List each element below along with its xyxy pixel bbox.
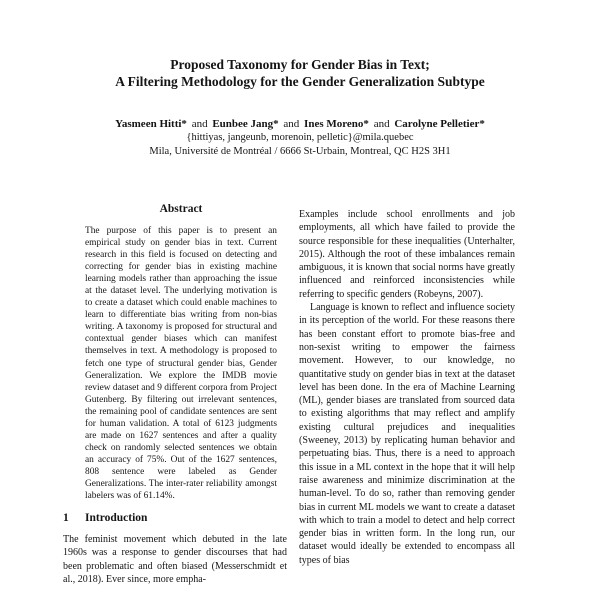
abstract-text: The purpose of this paper is to present an empirical study on gender bias in text. Current research in this field is focused on detecting and correcting for gender bias in existing machine learning models rather than approaching the issue at the dataset level. The underlying motivation is to create a dataset which could enable machines to learn to differentiate bias writing from non-bias writing. A taxonomy is proposed for structural and contextual gender biases which can manifest themselves in text. A methodology is proposed to fetch one type of structural gender bias, Gender Generalization. We explore the IMDB movie review dataset and 9 different corpora from Project Gutenberg. By filtering out irrelevant sentences, the remaining pool of candidate sentences are sent for human validation. A total of 6123 judgments are made on 1627 sentences and after a quality check on randomly selected sentences we obtain an accuracy of 75%. Out of the 1627 sentences, 808 sentence were labeled as Gender Generalizations. The inter-rater reliability amongst labelers was of 61.14%. — [85, 226, 277, 502]
section-number: 1 — [63, 512, 69, 525]
paper-title-line1: Proposed Taxonomy for Gender Bias in Text; — [170, 57, 430, 72]
affiliation-line: Mila, Université de Montréal / 6666 St-Urbain, Montreal, QC H2S 3H1 — [149, 145, 451, 157]
author-separator: and — [373, 118, 390, 130]
author-name: Eunbee Jang* — [212, 118, 279, 130]
section-title: Introduction — [85, 512, 148, 525]
author-separator: and — [191, 118, 208, 130]
author-line — [0, 117, 600, 131]
introduction-paragraph: Language is known to reflect and influence society in its perception of the world. For these reasons there has been constant effort to promote bias-free and non-sexist writing to empower the fairness movement. However, to our knowledge, no quantitative study on gender bias in text at the dataset level has been done. In the era of Machine Learning (ML), gender biases are translated from sourced data to existing algorithms that may reflect and amplify existing cultural prejudices and inequalities (Sweeney, 2013) by replicating human behavior and perpetuating bias. Thus, there is a need to approach this issue in a ML context in the hope that it will help raise awareness and minimize discrimination at the human-level. To do so, rather than removing gender bias in current ML models we want to create a dataset with which to train a model to detect and help correct gender bias in written form. In the long run, our dataset would ideally be extended to encompass all types of bias — [299, 302, 515, 566]
right-column — [299, 203, 515, 586]
section-heading-introduction — [63, 512, 287, 524]
abstract-heading: Abstract — [159, 203, 203, 215]
paper-title-line2: A Filtering Methodology for the Gender Generalization Subtype — [115, 74, 485, 89]
introduction-paragraph: The feminist movement which debuted in the late 1960s was a response to gender discourses that had been problematic and often biased (Messerschmidt et al., 2018). Ever since, more empha- — [63, 534, 287, 585]
two-column-body — [0, 203, 600, 586]
email-line: {hittiyas, jangeunb, morenoin, pelletic}@mila.quebec — [186, 132, 414, 143]
left-column — [63, 203, 287, 586]
author-name: Carolyne Pelletier* — [394, 118, 485, 130]
abstract-section — [85, 203, 277, 502]
author-name: Ines Moreno* — [304, 118, 369, 130]
author-name: Yasmeen Hitti* — [115, 118, 187, 130]
author-separator: and — [283, 118, 300, 130]
introduction-paragraph: Examples include school enrollments and job employments, all which have failed to provide the source responsible for these inequalities (Unterhalter, 2015). Although the root of these imbalances remain ambiguous, it is known that social norms have greatly influenced and reinforced inconsistencies while referring to specific genders (Robeyns, 2007). — [299, 209, 515, 300]
paper-title — [0, 56, 600, 90]
